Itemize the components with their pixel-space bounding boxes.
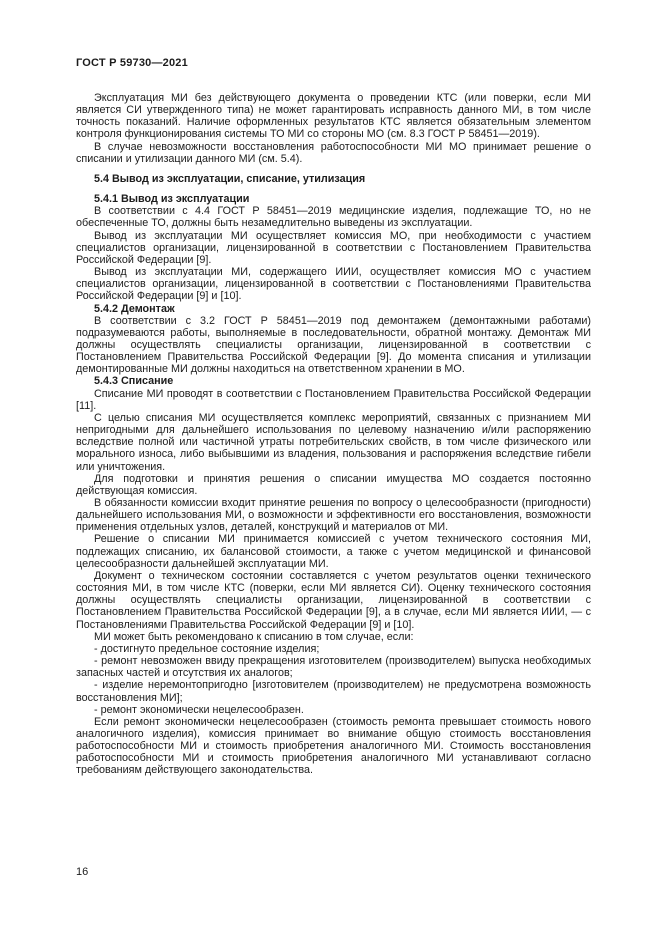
document-header: ГОСТ Р 59730—2021 — [76, 57, 188, 69]
paragraph: В соответствии с 4.4 ГОСТ Р 58451—2019 медицинские изделия, подлежащие ТО, но не обеспеченные ТО, должны быть незамедлительно выведены из эксплуатации. — [76, 205, 591, 230]
paragraph: Вывод из эксплуатации МИ, содержащего ИИИ, осуществляет комиссия МО с участием специалистов организации, лицензированной в соответствии с Постановлениями Правительства Российской Федерации [9] и [10]. — [76, 266, 591, 303]
paragraph: Вывод из эксплуатации МИ осуществляет комиссия МО, при необходимости с участием специалистов организации, лицензированной в соответствии с Постановлением Правительства Российской Федерации [9]. — [76, 229, 591, 266]
subsection-heading: 5.4.2 Демонтаж — [94, 302, 175, 315]
paragraph: Списание МИ проводят в соответствии с Постановлением Правительства Российской Федерации [11]. — [76, 387, 591, 412]
paragraph: С целью списания МИ осуществляется комплекс мероприятий, связанных с признанием МИ непригодными для дальнейшего использования по целевому назначению и/или распоряжению вследствие полной или частичной утраты потребительских свойств, в том числе физического или морального износа, либо выбывшими из владения, пользования и распоряжения вследствие гибели или уничтожения. — [76, 411, 591, 473]
paragraph: Если ремонт экономически нецелесообразен (стоимость ремонта превышает стоимость нового аналогичного изделия), комиссия принимает во внимание общую стоимость восстановления работоспособности МИ и стоимость приобретения аналогичного МИ. Стоимость восстановления работоспособности МИ и стоимость приобретения аналогичного МИ устанавливают согласно требованиям действующего законодательства. — [76, 715, 591, 777]
paragraph: Эксплуатация МИ без действующего документа о проведении КТС (или поверки, если МИ является СИ утвержденного типа) не может гарантировать исправность данного МИ, в том числе точность показаний. Наличие оформленных результатов КТС является обязательным элементом контроля функционирования системы ТО МИ со стороны МО (см. 8.3 ГОСТ Р 58451—2019). — [76, 92, 591, 141]
paragraph: В обязанности комиссии входит принятие решения по вопросу о целесообразности (пригодности) дальнейшего использования МИ, о возможности и эффективности его восстановления, возможности применения отдельных узлов, деталей, конструкций и материалов от МИ. — [76, 497, 591, 534]
list-item: - ремонт невозможен ввиду прекращения изготовителем (производителем) выпуска необходимых запасных частей и отсутствия их аналогов; — [76, 655, 591, 680]
paragraph: Для подготовки и принятия решения о списании имущества МО создается постоянно действующая комиссия. — [76, 472, 591, 497]
subsection-heading: 5.4.1 Вывод из эксплуатации — [94, 193, 250, 206]
page-number: 16 — [76, 866, 89, 878]
paragraph: В соответствии с 3.2 ГОСТ Р 58451—2019 под демонтажем (демонтажными работами) подразумеваются работы, выполняемые в последовательности, обратной монтажу. Демонтаж МИ должны осуществлять специалисты организации, лицензированной в соответствии с Постановлением Правительства Российской Федерации [9]. До момента списания и утилизации демонтированные МИ должны находиться на ответственном хранении в МО. — [76, 314, 591, 376]
paragraph: МИ может быть рекомендовано к списанию в том случае, если: — [94, 630, 414, 643]
paragraph: Документ о техническом состоянии составляется с учетом результатов оценки технического состояния МИ, в том числе КТС (поверки, если МИ является СИ). Оценку технического состояния должны осуществлять специалисты организации, лицензированной в соответствии с Постановлением Правительства Российской Федерации [9], а в случае, если МИ является ИИИ, — с Постановлениями Правительства Российской Федерации [9] и [10]. — [76, 569, 591, 631]
paragraph: Решение о списании МИ принимается комиссией с учетом технического состояния МИ, подлежащих списанию, их балансовой стоимости, а также с учетом медицинской и финансовой целесообразности дальнейшей эксплуатации МИ. — [76, 533, 591, 570]
list-item: - достигнуто предельное состояние изделия; — [94, 642, 320, 655]
list-item: - изделие неремонтопригодно [изготовителем (производителем) не предусмотрена возможность восстановления МИ]; — [76, 679, 591, 704]
subsection-heading: 5.4.3 Списание — [94, 375, 174, 388]
paragraph: В случае невозможности восстановления работоспособности МИ МО принимает решение о списании и утилизации данного МИ (см. 5.4). — [76, 140, 591, 165]
section-heading: 5.4 Вывод из эксплуатации, списание, утилизация — [94, 172, 366, 185]
document-body — [76, 92, 591, 777]
list-item: - ремонт экономически нецелесообразен. — [94, 703, 304, 716]
